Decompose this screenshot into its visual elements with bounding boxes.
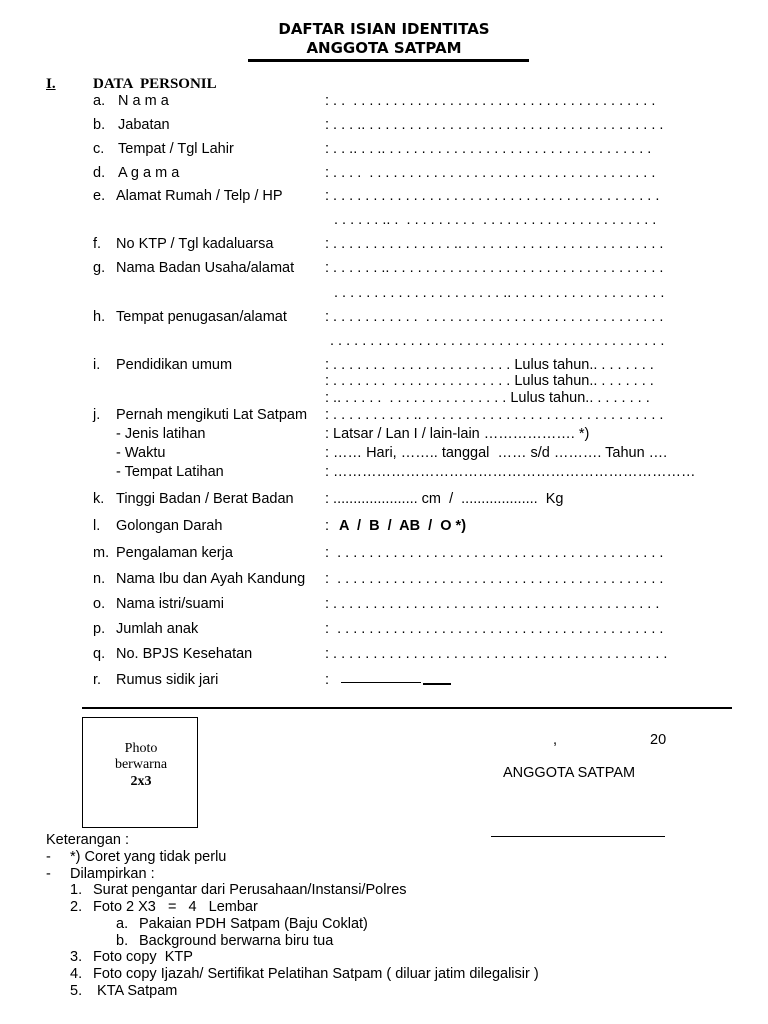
notes-line-coret: *) Coret yang tidak perlu <box>70 849 227 865</box>
field-letter: d. <box>93 165 106 181</box>
field-value-pendidikan-1[interactable]: : . . . . . . . . . . . . . . . . . . . . . . Lulus tahun.. . . . . . . . <box>325 357 654 373</box>
field-letter: q. <box>93 646 106 662</box>
field-label-jabatan: Jabatan <box>118 117 170 133</box>
field-value-tinggi-berat[interactable]: : ..................... cm / ................... Kg <box>325 491 564 507</box>
field-value-jenis-latihan[interactable]: : Latsar / Lan I / lain-lain ………………. *) <box>325 426 590 442</box>
field-value-golongan-darah[interactable]: A / B / AB / O *) <box>339 518 467 534</box>
field-label-jenis-latihan: - Jenis latihan <box>116 426 206 442</box>
field-letter: o. <box>93 596 106 612</box>
field-value-lat-satpam[interactable]: : . . . . . . . . . . .. . . . . . . . . . . . . . . . . . . . . . . . . . . . . . . <box>325 407 664 423</box>
field-label-jumlah-anak: Jumlah anak <box>116 621 199 637</box>
title-underline <box>248 59 529 62</box>
notes-bullet: - <box>46 849 51 865</box>
field-value-tempat-latihan[interactable]: : ………………………………………………………………… <box>325 464 696 480</box>
section-number: I. <box>46 76 56 92</box>
field-value-agama[interactable]: : . . . . . . . . . . . . . . . . . . . . . . . . . . . . . . . . . . . . . . . . <box>325 165 656 181</box>
field-label-nama-ibu-ayah: Nama Ibu dan Ayah Kandung <box>116 571 306 587</box>
attachment-subitem: Pakaian PDH Satpam (Baju Coklat) <box>139 916 368 932</box>
field-value-no-ktp[interactable]: : . . . . . . . . . . . . . . . .. . . . . . . . . . . . . . . . . . . . . . . . . . <box>325 236 664 252</box>
field-value-pengalaman[interactable]: : . . . . . . . . . . . . . . . . . . . . . . . . . . . . . . . . . . . . . . . . . <box>325 545 664 561</box>
field-label-tempat-tgl-lahir: Tempat / Tgl Lahir <box>118 141 234 157</box>
field-value-alamat-rumah-line2[interactable]: . . . . . . .. . . . . . . . . . . . . . . . . . . . . . . . . . . . . . . . . <box>334 212 657 228</box>
attachment-number: 2. <box>70 899 83 915</box>
date-comma: , <box>553 732 558 748</box>
field-letter: r. <box>93 672 102 688</box>
attachment-number: 1. <box>70 882 83 898</box>
field-label-sidik-jari: Rumus sidik jari <box>116 672 219 688</box>
field-letter: m. <box>93 545 110 561</box>
field-value-jabatan[interactable]: : . . . .. . . . . . . . . . . . . . . . . . . . . . . . . . . . . . . . . . . . . . <box>325 117 664 133</box>
field-label-tempat-latihan: - Tempat Latihan <box>116 464 224 480</box>
field-letter: k. <box>93 491 105 507</box>
photo-label-line3: 2x3 <box>130 774 152 789</box>
field-label-nama: N a m a <box>118 93 169 109</box>
field-label-lat-satpam: Pernah mengikuti Lat Satpam <box>116 407 308 423</box>
field-value-alamat-rumah[interactable]: : . . . . . . . . . . . . . . . . . . . . . . . . . . . . . . . . . . . . . . . . . <box>325 188 660 204</box>
field-value-nama-ibu-ayah[interactable]: : . . . . . . . . . . . . . . . . . . . . . . . . . . . . . . . . . . . . . . . . . <box>325 571 664 587</box>
field-label-waktu: - Waktu <box>116 445 166 461</box>
photo-placeholder[interactable] <box>82 717 198 828</box>
attachment-subletter: a. <box>116 916 129 932</box>
attachment-item: Surat pengantar dari Perusahaan/Instansi/Polres <box>93 882 407 898</box>
attachment-item: Foto copy Ijazah/ Sertifikat Pelatihan Satpam ( diluar jatim dilegalisir ) <box>93 966 539 982</box>
attachment-item: Foto 2 X3 = 4 Lembar <box>93 899 258 915</box>
field-value-tempat-penugasan[interactable]: : . . . . . . . . . . . . . . . . . . . . . . . . . . . . . . . . . . . . . . . . . <box>325 309 664 325</box>
field-letter: g. <box>93 260 106 276</box>
signature-role: ANGGOTA SATPAM <box>503 765 636 781</box>
field-label-istri-suami: Nama istri/suami <box>116 596 224 612</box>
field-value-nama[interactable]: : . . . . . . . . . . . . . . . . . . . . . . . . . . . . . . . . . . . . . . . . <box>325 93 656 109</box>
field-label-bpjs: No. BPJS Kesehatan <box>116 646 253 662</box>
field-value-bpjs[interactable]: : . . . . . . . . . . . . . . . . . . . . . . . . . . . . . . . . . . . . . . . . . . <box>325 646 668 662</box>
photo-label-line2: berwarna <box>114 757 168 772</box>
notes-line-dilampirkan: Dilampirkan : <box>70 866 155 882</box>
field-value-pendidikan-3[interactable]: : .. . . . . . . . . . . . . . . . . . . . . Lulus tahun.. . . . . . . . <box>325 390 650 406</box>
field-value-jumlah-anak[interactable]: : . . . . . . . . . . . . . . . . . . . . . . . . . . . . . . . . . . . . . . . . . <box>325 621 664 637</box>
form-title-line2: ANGGOTA SATPAM <box>306 39 462 57</box>
attachment-number: 3. <box>70 949 83 965</box>
fingerprint-line-right[interactable] <box>423 683 451 685</box>
field-value-pendidikan-2[interactable]: : . . . . . . . . . . . . . . . . . . . . . . Lulus tahun.. . . . . . . . <box>325 373 654 389</box>
form-title-line1: DAFTAR ISIAN IDENTITAS <box>278 20 490 38</box>
photo-label-line1: Photo <box>124 741 158 756</box>
field-value-tempat-tgl-lahir[interactable]: : . . .. . . .. . . . . . . . . . . . . . . . . . . . . . . . . . . . . . . . . . <box>325 141 652 157</box>
field-value-badan-usaha-line2[interactable]: . . . . . . . . . . . . . . . . . . . . . .. . . . . . . . . . . . . . . . . . . . <box>334 285 665 301</box>
field-letter: p. <box>93 621 106 637</box>
field-letter: b. <box>93 117 106 133</box>
field-colon: : <box>325 518 330 534</box>
field-letter: n. <box>93 571 106 587</box>
attachment-number: 4. <box>70 966 83 982</box>
attachment-item: Foto copy KTP <box>93 949 193 965</box>
attachment-subitem: Background berwarna biru tua <box>139 933 334 949</box>
field-label-golongan-darah: Golongan Darah <box>116 518 223 534</box>
field-label-pendidikan: Pendidikan umum <box>116 357 233 373</box>
field-label-pengalaman: Pengalaman kerja <box>116 545 233 561</box>
field-letter: e. <box>93 188 106 204</box>
field-label-alamat-rumah: Alamat Rumah / Telp / HP <box>116 188 283 204</box>
field-label-tinggi-berat: Tinggi Badan / Berat Badan <box>116 491 294 507</box>
field-label-agama: A g a m a <box>118 165 180 181</box>
field-letter: i. <box>93 357 101 373</box>
field-value-badan-usaha[interactable]: : . . . . . . .. . . . . . . . . . . . . . . . . . . . . . . . . . . . . . . . . . . <box>325 260 664 276</box>
attachment-item: KTA Satpam <box>93 983 178 999</box>
section-divider <box>82 707 732 709</box>
field-label-no-ktp: No KTP / Tgl kadaluarsa <box>116 236 274 252</box>
attachment-subletter: b. <box>116 933 129 949</box>
notes-bullet: - <box>46 866 51 882</box>
field-letter: a. <box>93 93 106 109</box>
field-letter: l. <box>93 518 101 534</box>
field-label-badan-usaha: Nama Badan Usaha/alamat <box>116 260 295 276</box>
field-letter: j. <box>93 407 101 423</box>
field-letter: f. <box>93 236 102 252</box>
field-value-waktu[interactable]: : …… Hari, …….. tanggal …… s/d ………. Tahun …. <box>325 445 668 461</box>
date-year[interactable]: 20 <box>650 732 667 748</box>
field-letter: h. <box>93 309 106 325</box>
field-label-tempat-penugasan: Tempat penugasan/alamat <box>116 309 287 325</box>
attachment-number: 5. <box>70 983 83 999</box>
fingerprint-line-left[interactable] <box>341 682 421 683</box>
field-colon: : <box>325 672 330 688</box>
notes-heading: Keterangan : <box>46 832 130 848</box>
signature-line[interactable] <box>491 836 665 837</box>
section-title: DATA PERSONIL <box>93 76 217 92</box>
field-value-istri-suami[interactable]: : . . . . . . . . . . . . . . . . . . . . . . . . . . . . . . . . . . . . . . . . . <box>325 596 660 612</box>
field-value-tempat-penugasan-line2[interactable]: . . . . . . . . . . . . . . . . . . . . . . . . . . . . . . . . . . . . . . . . . . <box>330 333 665 349</box>
field-letter: c. <box>93 141 105 157</box>
